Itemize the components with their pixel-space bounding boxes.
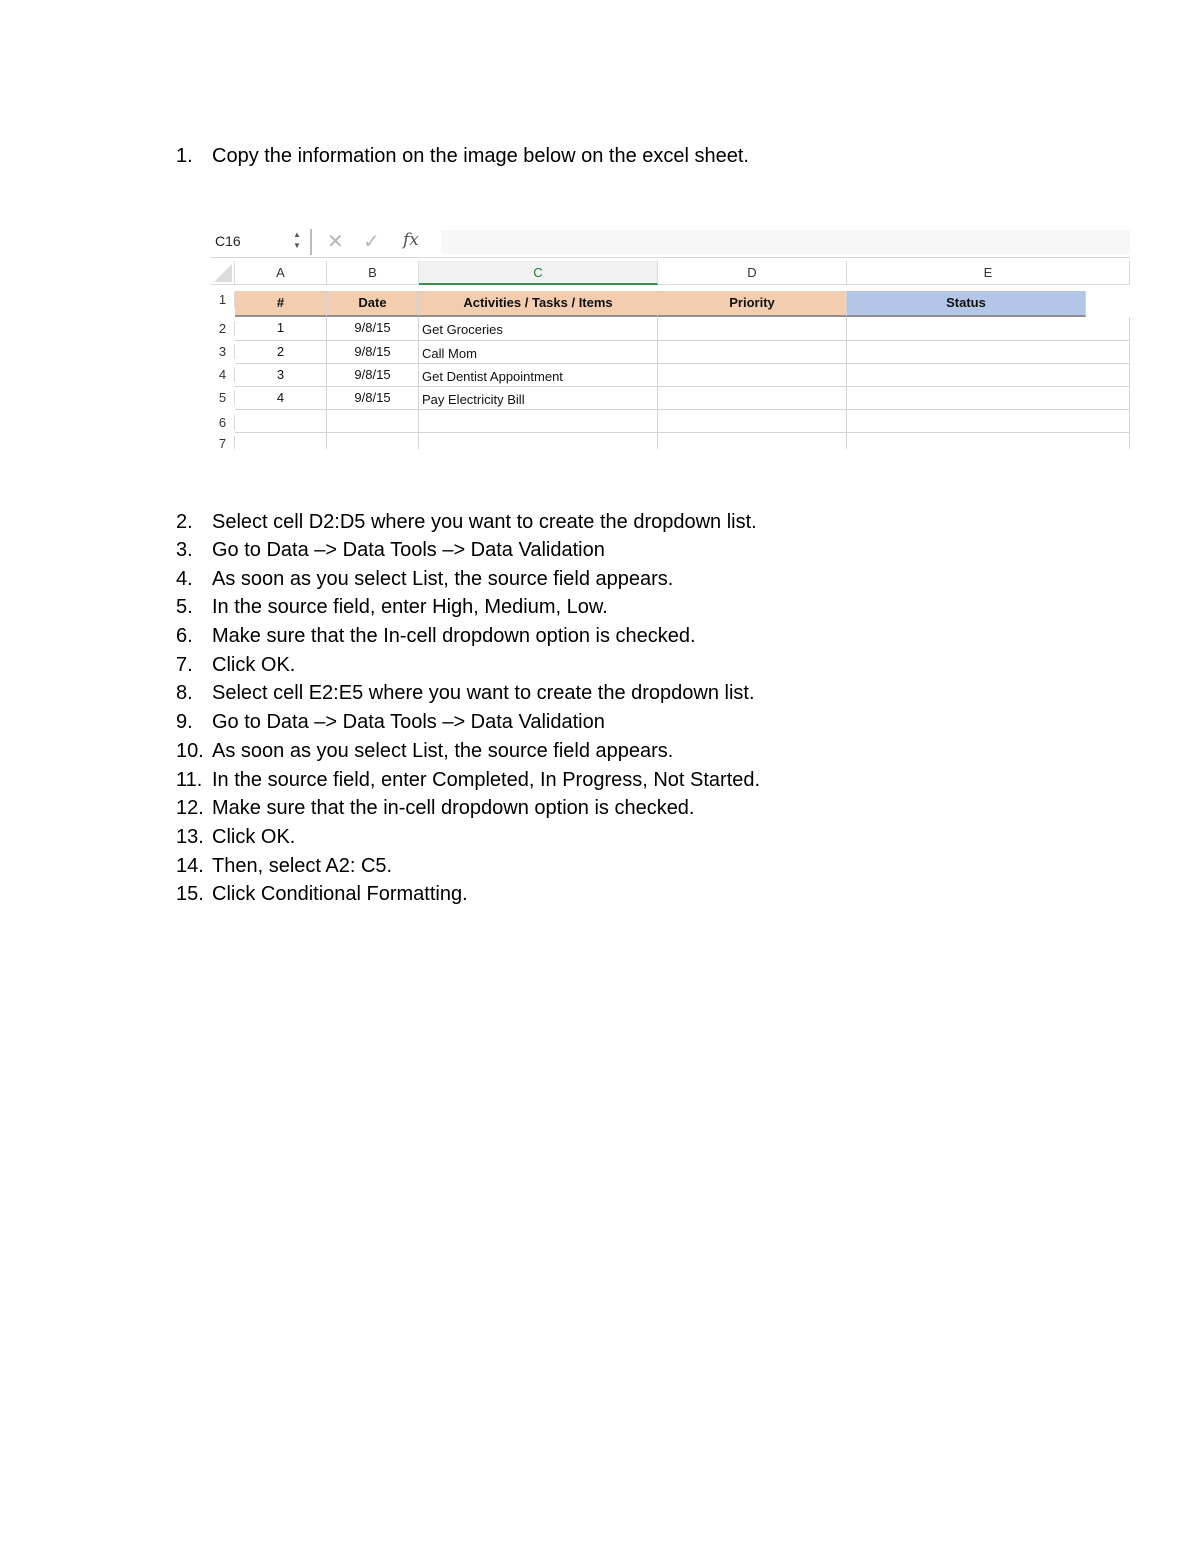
instruction-step <box>176 679 755 707</box>
instruction-step <box>176 794 695 822</box>
step-text: Click Conditional Formatting. <box>212 883 468 905</box>
row-header[interactable]: 3 <box>211 344 235 359</box>
table-cell[interactable]: Pay Electricity Bill <box>419 387 658 410</box>
row-header[interactable]: 7 <box>211 436 235 449</box>
name-box-spinner-icon[interactable]: ▲ ▼ <box>293 230 301 250</box>
column-header-b[interactable]: B <box>327 261 419 285</box>
instruction-step <box>176 142 749 170</box>
priority-cell[interactable] <box>658 387 847 410</box>
table-cell[interactable] <box>235 433 327 449</box>
table-cell[interactable] <box>235 410 327 433</box>
step-number: 5. <box>176 596 193 618</box>
column-header-a[interactable]: A <box>235 261 327 285</box>
step-number: 6. <box>176 625 193 647</box>
table-cell[interactable] <box>847 433 1130 449</box>
table-cell[interactable]: 9/8/15 <box>327 317 419 341</box>
status-cell[interactable] <box>847 387 1130 410</box>
enter-check-icon[interactable]: ✓ <box>363 231 380 253</box>
step-text: Select cell D2:D5 where you want to create the dropdown list. <box>212 511 757 533</box>
instruction-step <box>176 508 757 536</box>
priority-cell[interactable] <box>658 341 847 364</box>
row-header[interactable]: 2 <box>211 321 235 336</box>
instruction-step <box>176 737 673 765</box>
step-number: 2. <box>176 511 193 533</box>
instruction-step <box>176 593 608 621</box>
name-box[interactable]: C16 <box>215 233 241 249</box>
instruction-step <box>176 651 295 679</box>
formula-input[interactable] <box>441 230 1130 254</box>
step-number: 15. <box>176 883 204 905</box>
step-number: 12. <box>176 797 204 819</box>
table-cell[interactable] <box>419 433 658 449</box>
table-cell[interactable] <box>327 433 419 449</box>
status-cell[interactable] <box>847 364 1130 387</box>
instruction-step <box>176 536 605 564</box>
instruction-step <box>176 852 392 880</box>
step-text: Select cell E2:E5 where you want to create the dropdown list. <box>212 682 755 704</box>
step-text: Copy the information on the image below on the excel sheet. <box>212 145 749 167</box>
instruction-step <box>176 766 760 794</box>
table-cell[interactable]: Get Groceries <box>419 317 658 341</box>
step-text: Click OK. <box>212 654 296 676</box>
priority-cell[interactable] <box>658 317 847 341</box>
table-cell[interactable]: 9/8/15 <box>327 387 419 410</box>
table-cell[interactable] <box>658 433 847 449</box>
formula-bar-divider <box>310 229 312 255</box>
table-cell[interactable]: 4 <box>235 387 327 410</box>
function-icon[interactable]: fx <box>403 230 419 250</box>
step-text: Go to Data –> Data Tools –> Data Validation <box>212 711 605 733</box>
step-number: 11. <box>176 769 203 791</box>
instruction-step <box>176 880 468 908</box>
instruction-step <box>176 708 605 736</box>
table-cell[interactable]: Call Mom <box>419 341 658 364</box>
row-header[interactable]: 4 <box>211 367 235 382</box>
instruction-step <box>176 622 696 650</box>
header-cell-date[interactable]: Date <box>327 291 419 317</box>
step-text: As soon as you select List, the source field appears. <box>212 568 674 590</box>
formula-bar <box>211 227 1130 258</box>
table-cell[interactable]: 1 <box>235 317 327 341</box>
column-header-d[interactable]: D <box>658 261 847 285</box>
table-cell[interactable]: Get Dentist Appointment <box>419 364 658 387</box>
row-header[interactable]: 1 <box>211 292 235 307</box>
table-cell[interactable] <box>658 410 847 433</box>
step-text: Make sure that the in-cell dropdown option is checked. <box>212 797 695 819</box>
column-header-e[interactable]: E <box>847 261 1130 285</box>
column-header-c[interactable]: C <box>419 261 658 285</box>
instruction-step <box>176 565 673 593</box>
select-all-corner[interactable] <box>211 261 235 285</box>
step-text: Make sure that the In-cell dropdown option is checked. <box>212 625 696 647</box>
status-cell[interactable] <box>847 341 1130 364</box>
step-number: 7. <box>176 654 193 676</box>
header-cell-priority[interactable]: Priority <box>658 291 847 317</box>
table-cell[interactable] <box>419 410 658 433</box>
row-header[interactable]: 5 <box>211 390 235 405</box>
step-text: Go to Data –> Data Tools –> Data Validation <box>212 539 605 561</box>
step-number: 4. <box>176 568 193 590</box>
table-cell[interactable]: 9/8/15 <box>327 364 419 387</box>
step-number: 10. <box>176 740 204 762</box>
step-text: Then, select A2: C5. <box>212 855 393 877</box>
cancel-icon[interactable]: ✕ <box>327 231 344 253</box>
priority-cell[interactable] <box>658 364 847 387</box>
step-number: 1. <box>176 145 193 167</box>
header-cell-number[interactable]: # <box>235 291 327 317</box>
table-cell[interactable]: 3 <box>235 364 327 387</box>
header-cell-status[interactable]: Status <box>847 291 1086 317</box>
step-number: 14. <box>176 855 204 877</box>
instruction-step <box>176 823 295 851</box>
step-number: 13. <box>176 826 204 848</box>
table-cell[interactable]: 2 <box>235 341 327 364</box>
spreadsheet-image <box>211 227 1130 449</box>
step-number: 8. <box>176 682 193 704</box>
table-cell[interactable]: 9/8/15 <box>327 341 419 364</box>
step-number: 3. <box>176 539 193 561</box>
step-text: As soon as you select List, the source field appears. <box>212 740 674 762</box>
step-number: 9. <box>176 711 193 733</box>
table-cell[interactable] <box>847 410 1130 433</box>
row-header[interactable]: 6 <box>211 415 235 430</box>
header-cell-activities[interactable]: Activities / Tasks / Items <box>419 291 658 317</box>
step-text: Click OK. <box>212 826 296 848</box>
step-text: In the source field, enter Completed, In Progress, Not Started. <box>212 769 761 791</box>
step-text: In the source field, enter High, Medium, Low. <box>212 596 608 618</box>
status-cell[interactable] <box>847 317 1130 341</box>
table-cell[interactable] <box>327 410 419 433</box>
